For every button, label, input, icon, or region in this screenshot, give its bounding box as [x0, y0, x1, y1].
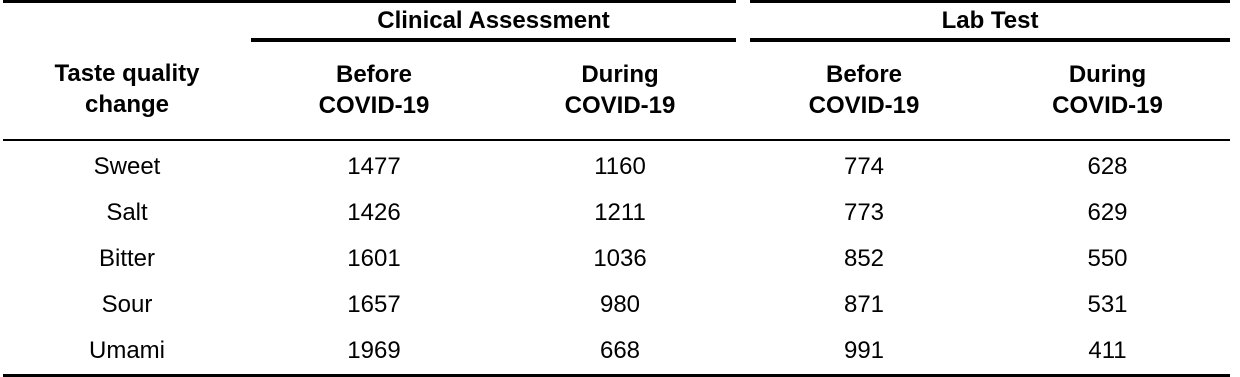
clinical-during-cell: 1211	[594, 198, 646, 226]
column-header-lab-during	[985, 40, 1230, 140]
column-header-clinical-before-line2: COVID-19	[318, 92, 430, 119]
lab-before-cell: 774	[843, 152, 885, 180]
column-header-taste-quality-change	[3, 40, 251, 140]
clinical-during-cell: 1160	[594, 152, 646, 180]
lab-before-cell: 991	[743, 328, 985, 376]
clinical-before-cell: 1969	[251, 328, 497, 376]
column-header-clinical-before	[251, 40, 497, 140]
group-header-row	[3, 2, 1230, 40]
column-header-lab-before-line1: Before	[826, 61, 903, 88]
lab-before-cell: 852	[843, 244, 885, 272]
clinical-during-cell: 668	[497, 328, 743, 376]
empty-corner-cell	[3, 2, 251, 40]
taste-label-cell: Umami	[3, 328, 251, 376]
column-header-row	[3, 40, 1230, 140]
group-header-clinical-assessment: Clinical Assessment	[251, 2, 743, 40]
lab-during-cell: 628	[1087, 152, 1128, 180]
group-header-lab-test: Lab Test	[743, 2, 1230, 40]
column-header-taste-line1: Taste quality	[54, 60, 200, 87]
table-row-sour	[3, 282, 1230, 328]
clinical-before-cell: 1426	[347, 198, 401, 226]
taste-label-cell: Salt	[106, 198, 148, 226]
table-row-sweet	[3, 140, 1230, 190]
column-header-lab-during-line1: During	[1068, 61, 1147, 88]
lab-during-cell: 550	[1087, 244, 1128, 272]
taste-label-cell: Sweet	[93, 152, 161, 180]
table-row-bitter	[3, 236, 1230, 282]
taste-label-cell: Sour	[101, 290, 153, 318]
column-header-lab-during-line2: COVID-19	[1052, 92, 1163, 119]
taste-quality-table	[3, 0, 1230, 377]
column-header-lab-before	[743, 40, 985, 140]
lab-during-cell: 411	[985, 328, 1230, 376]
taste-label-cell: Bitter	[98, 244, 155, 272]
column-header-clinical-during-line2: COVID-19	[564, 92, 676, 119]
lab-during-cell: 531	[1087, 290, 1128, 318]
column-header-clinical-during	[497, 40, 743, 140]
column-header-taste-line2: change	[84, 91, 170, 118]
column-header-clinical-during-line1: During	[581, 61, 659, 88]
clinical-before-cell: 1477	[347, 152, 401, 180]
column-header-lab-before-line2: COVID-19	[808, 92, 920, 119]
lab-during-cell: 629	[1087, 198, 1128, 226]
lab-before-cell: 871	[843, 290, 885, 318]
clinical-during-cell: 1036	[593, 244, 647, 272]
clinical-before-cell: 1657	[347, 290, 401, 318]
clinical-before-cell: 1601	[347, 244, 401, 272]
clinical-during-cell: 980	[599, 290, 641, 318]
column-header-clinical-before-line1: Before	[335, 61, 413, 88]
table-row-salt	[3, 190, 1230, 236]
lab-before-cell: 773	[843, 198, 885, 226]
